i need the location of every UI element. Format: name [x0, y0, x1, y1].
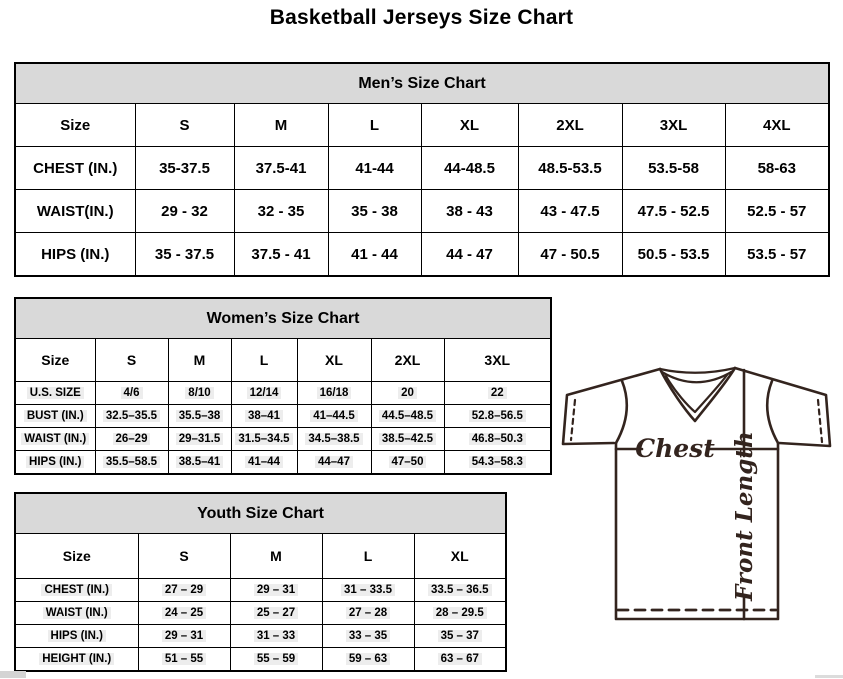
size-cell-text: 26–29 — [113, 433, 151, 445]
womens-size-table — [14, 297, 552, 475]
corner-artifact-left — [0, 671, 26, 678]
size-cell — [168, 428, 231, 451]
column-header: M — [168, 339, 231, 382]
size-cell-text: 59 – 63 — [346, 653, 390, 665]
size-cell-text: 20 — [398, 387, 417, 399]
womens-table-header-band — [15, 298, 551, 339]
size-cell: 47 - 50.5 — [518, 233, 622, 277]
size-cell-text: 54.3–58.3 — [469, 456, 526, 468]
size-cell — [322, 579, 414, 602]
size-cell — [297, 405, 371, 428]
womens-bust-row — [15, 405, 551, 428]
youth-waist-row — [15, 602, 506, 625]
size-cell: 53.5-58 — [622, 147, 725, 190]
size-cell-text: 4/6 — [121, 387, 143, 399]
size-cell — [444, 428, 551, 451]
youth-size-header-row — [15, 534, 506, 579]
size-cell — [95, 428, 168, 451]
size-cell — [230, 648, 322, 672]
youth-table-title: Youth Size Chart — [15, 493, 506, 534]
column-header: S — [95, 339, 168, 382]
size-cell — [168, 382, 231, 405]
size-cell — [138, 602, 230, 625]
size-cell — [444, 405, 551, 428]
size-cell — [168, 405, 231, 428]
size-cell: 38 - 43 — [421, 190, 518, 233]
size-cell-text: 29 – 31 — [162, 630, 206, 642]
size-cell — [168, 451, 231, 475]
size-cell — [230, 579, 322, 602]
row-label-text: BUST (IN.) — [24, 410, 87, 422]
row-label — [15, 625, 138, 648]
column-header: Size — [15, 104, 135, 147]
size-cell: 41 - 44 — [328, 233, 421, 277]
size-cell — [231, 451, 297, 475]
row-label-text: CHEST (IN.) — [41, 584, 112, 596]
jersey-diagram-icon — [558, 362, 838, 624]
size-cell — [414, 579, 506, 602]
column-header: 2XL — [518, 104, 622, 147]
size-cell — [371, 382, 444, 405]
size-cell — [230, 602, 322, 625]
size-cell — [297, 382, 371, 405]
size-cell — [231, 428, 297, 451]
row-label — [15, 602, 138, 625]
row-label — [15, 579, 138, 602]
size-cell-text: 27 – 28 — [346, 607, 390, 619]
size-cell — [371, 405, 444, 428]
row-label: WAIST(IN.) — [15, 190, 135, 233]
size-cell — [297, 428, 371, 451]
column-header: Size — [15, 339, 95, 382]
row-label — [15, 428, 95, 451]
womens-hips-row — [15, 451, 551, 475]
size-cell: 53.5 - 57 — [725, 233, 829, 277]
size-cell-text: 51 – 55 — [162, 653, 206, 665]
size-cell: 32 - 35 — [234, 190, 328, 233]
size-cell: 35-37.5 — [135, 147, 234, 190]
size-cell — [322, 648, 414, 672]
size-cell — [322, 625, 414, 648]
size-cell-text: 24 – 25 — [162, 607, 206, 619]
mens-chest-row — [15, 147, 829, 190]
size-cell-text: 44.5–48.5 — [379, 410, 436, 422]
size-cell-text: 46.8–50.3 — [469, 433, 526, 445]
size-cell — [230, 625, 322, 648]
size-cell — [231, 405, 297, 428]
mens-table-header-band — [15, 63, 829, 104]
page-title: Basketball Jerseys Size Chart — [269, 6, 574, 29]
size-cell-text: 31 – 33 — [254, 630, 298, 642]
column-header: S — [135, 104, 234, 147]
column-header: L — [328, 104, 421, 147]
size-cell-text: 41–44 — [245, 456, 283, 468]
size-cell-text: 28 – 29.5 — [433, 607, 487, 619]
womens-table-title: Women’s Size Chart — [15, 298, 551, 339]
column-header: S — [138, 534, 230, 579]
size-cell — [95, 382, 168, 405]
size-cell — [322, 602, 414, 625]
size-cell — [297, 451, 371, 475]
womens-size-header-row — [15, 339, 551, 382]
size-cell-text: 63 – 67 — [438, 653, 482, 665]
youth-size-table — [14, 492, 507, 672]
column-header: M — [230, 534, 322, 579]
size-cell-text: 35.5–58.5 — [103, 456, 160, 468]
size-cell — [414, 625, 506, 648]
row-label-text: HEIGHT (IN.) — [39, 653, 114, 665]
size-cell — [138, 648, 230, 672]
size-cell: 52.5 - 57 — [725, 190, 829, 233]
size-cell-text: 16/18 — [317, 387, 352, 399]
youth-table-header-band — [15, 493, 506, 534]
size-cell-text: 33 – 35 — [346, 630, 390, 642]
size-cell: 44-48.5 — [421, 147, 518, 190]
size-cell: 47.5 - 52.5 — [622, 190, 725, 233]
size-cell-text: 55 – 59 — [254, 653, 298, 665]
size-cell-text: 35.5–38 — [176, 410, 224, 422]
size-cell: 37.5-41 — [234, 147, 328, 190]
size-cell-text: 38–41 — [245, 410, 283, 422]
jersey-measurement-diagram — [558, 362, 838, 624]
size-cell-text: 12/14 — [247, 387, 282, 399]
size-cell-text: 52.8–56.5 — [469, 410, 526, 422]
row-label: CHEST (IN.) — [15, 147, 135, 190]
size-cell — [444, 451, 551, 475]
size-cell-text: 29 – 31 — [254, 584, 298, 596]
size-cell: 41-44 — [328, 147, 421, 190]
size-cell-text: 47–50 — [389, 456, 427, 468]
size-cell-text: 41–44.5 — [310, 410, 358, 422]
column-header: L — [231, 339, 297, 382]
chest-measure-label: Chest — [635, 434, 715, 463]
column-header: 2XL — [371, 339, 444, 382]
column-header: Size — [15, 534, 138, 579]
front-length-measure-label: Front Length — [731, 431, 758, 601]
size-cell — [414, 602, 506, 625]
womens-us-size-row — [15, 382, 551, 405]
row-label — [15, 648, 138, 672]
size-cell — [414, 648, 506, 672]
size-cell — [138, 579, 230, 602]
row-label-text: U.S. SIZE — [27, 387, 84, 399]
size-cell-text: 31 – 33.5 — [341, 584, 395, 596]
row-label — [15, 382, 95, 405]
size-cell — [444, 382, 551, 405]
size-cell — [138, 625, 230, 648]
size-cell: 35 - 37.5 — [135, 233, 234, 277]
womens-waist-row — [15, 428, 551, 451]
youth-chest-row — [15, 579, 506, 602]
row-label: HIPS (IN.) — [15, 233, 135, 277]
size-cell — [371, 428, 444, 451]
corner-artifact-right — [815, 675, 843, 678]
size-cell: 35 - 38 — [328, 190, 421, 233]
size-cell-text: 29–31.5 — [176, 433, 224, 445]
size-cell-text: 35 – 37 — [438, 630, 482, 642]
row-label-text: WAIST (IN.) — [21, 433, 89, 445]
size-cell: 43 - 47.5 — [518, 190, 622, 233]
size-cell: 37.5 - 41 — [234, 233, 328, 277]
column-header: 4XL — [725, 104, 829, 147]
row-label-text: HIPS (IN.) — [26, 456, 84, 468]
size-cell — [371, 451, 444, 475]
size-cell-text: 32.5–35.5 — [103, 410, 160, 422]
column-header: 3XL — [622, 104, 725, 147]
size-cell: 29 - 32 — [135, 190, 234, 233]
size-cell — [95, 451, 168, 475]
size-cell: 58-63 — [725, 147, 829, 190]
row-label — [15, 405, 95, 428]
column-header: M — [234, 104, 328, 147]
size-cell: 50.5 - 53.5 — [622, 233, 725, 277]
column-header: XL — [421, 104, 518, 147]
size-cell-text: 8/10 — [185, 387, 213, 399]
column-header: L — [322, 534, 414, 579]
row-label-text: WAIST (IN.) — [43, 607, 111, 619]
mens-hips-row — [15, 233, 829, 277]
youth-hips-row — [15, 625, 506, 648]
size-cell: 48.5-53.5 — [518, 147, 622, 190]
mens-size-table — [14, 62, 830, 277]
size-cell: 44 - 47 — [421, 233, 518, 277]
mens-size-header-row — [15, 104, 829, 147]
size-cell-text: 22 — [488, 387, 507, 399]
size-cell-text: 34.5–38.5 — [305, 433, 362, 445]
youth-height-row — [15, 648, 506, 672]
size-cell-text: 38.5–42.5 — [379, 433, 436, 445]
size-cell — [231, 382, 297, 405]
size-cell-text: 44–47 — [315, 456, 353, 468]
mens-waist-row — [15, 190, 829, 233]
size-cell-text: 31.5–34.5 — [235, 433, 292, 445]
column-header: XL — [414, 534, 506, 579]
mens-table-title: Men’s Size Chart — [15, 63, 829, 104]
column-header: XL — [297, 339, 371, 382]
size-cell — [95, 405, 168, 428]
size-cell-text: 27 – 29 — [162, 584, 206, 596]
size-cell-text: 33.5 – 36.5 — [428, 584, 492, 596]
row-label-text: HIPS (IN.) — [48, 630, 106, 642]
size-cell-text: 38.5–41 — [176, 456, 224, 468]
column-header: 3XL — [444, 339, 551, 382]
row-label — [15, 451, 95, 475]
size-cell-text: 25 – 27 — [254, 607, 298, 619]
